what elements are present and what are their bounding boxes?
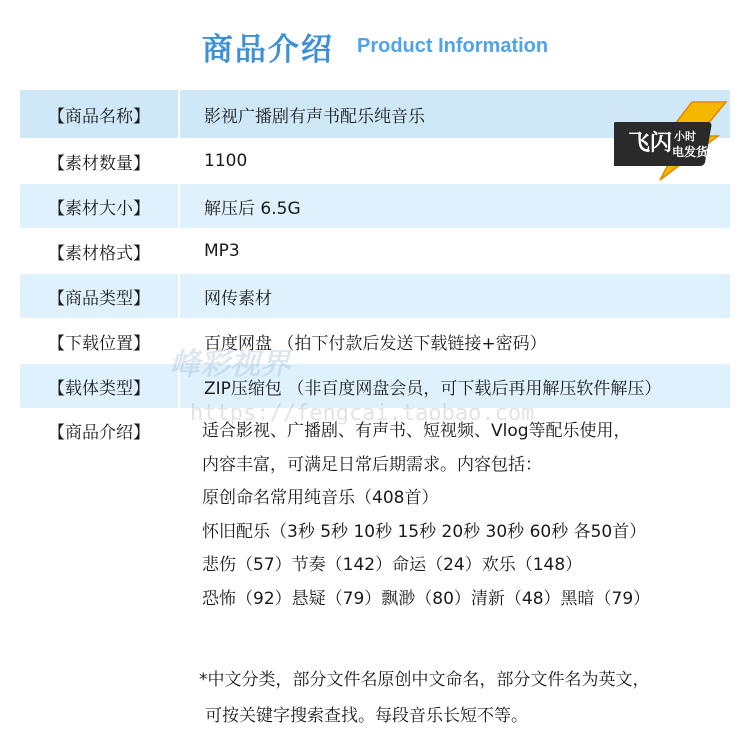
intro-text — [178, 415, 650, 616]
row-value: MP3 — [204, 241, 240, 261]
intro-line: 恐怖（92）悬疑（79）飘渺（80）清新（48）黑暗（79） — [202, 588, 651, 609]
badge-line1-text: 小时 — [674, 130, 696, 143]
row-value: ZIP压缩包 （非百度网盘会员，可下载后再用解压软件解压） — [204, 378, 662, 399]
badge-main-text: 飞闪 — [628, 131, 673, 156]
row-label: 【载体类型】 — [20, 364, 180, 408]
row-label: 【商品介绍】 — [48, 422, 150, 443]
row-label: 【素材格式】 — [20, 229, 180, 273]
page-subtitle: Product Information — [356, 35, 549, 57]
row-value: 影视广播剧有声书配乐纯音乐 — [204, 106, 425, 127]
page-title: 商品介绍 — [201, 32, 334, 68]
row-label: 【商品名称】 — [20, 90, 180, 138]
intro-line: 原创命名常用纯音乐（408首） — [202, 488, 439, 508]
footnote-line: *中文分类，部分文件名原创中文命名，部分文件名为英文， — [199, 670, 650, 690]
info-row-size — [20, 184, 730, 229]
watermark-url: https://fengcai.taobao.com — [190, 401, 535, 426]
row-value: 解压后 6.5G — [204, 198, 301, 219]
row-label: 【素材数量】 — [20, 139, 180, 183]
info-row-download — [20, 319, 730, 364]
express-delivery-badge — [614, 100, 734, 182]
info-row-type — [20, 274, 730, 319]
row-value: 1100 — [204, 151, 248, 171]
row-label: 【商品类型】 — [20, 274, 180, 318]
watermark-name: 峰彩视界 — [170, 347, 290, 382]
intro-line: 怀旧配乐（3秒 5秒 10秒 15秒 20秒 30秒 60秒 各50首） — [202, 521, 647, 542]
intro-line: 内容丰富，可满足日常后期需求。内容包括： — [202, 454, 542, 475]
row-value: 百度网盘 （拍下付款后发送下载链接+密码） — [204, 333, 547, 354]
page-header — [0, 24, 750, 69]
row-label: 【下载位置】 — [20, 319, 180, 363]
intro-line: 悲伤（57）节奏（142）命运（24）欢乐（148） — [202, 555, 583, 575]
row-label: 【素材大小】 — [20, 184, 180, 228]
row-value: 网传素材 — [204, 288, 272, 309]
info-row-intro — [20, 415, 730, 616]
footnote — [199, 662, 650, 734]
badge-line2-text: 电发货 — [672, 145, 709, 159]
footnote-line: 可按关键字搜索查找。每段音乐长短不等。 — [205, 706, 528, 726]
info-row-carrier — [20, 364, 730, 409]
intro-line: 适合影视、广播剧、有声书、短视频、Vlog等配乐使用， — [202, 421, 631, 441]
info-row-format — [20, 229, 730, 274]
